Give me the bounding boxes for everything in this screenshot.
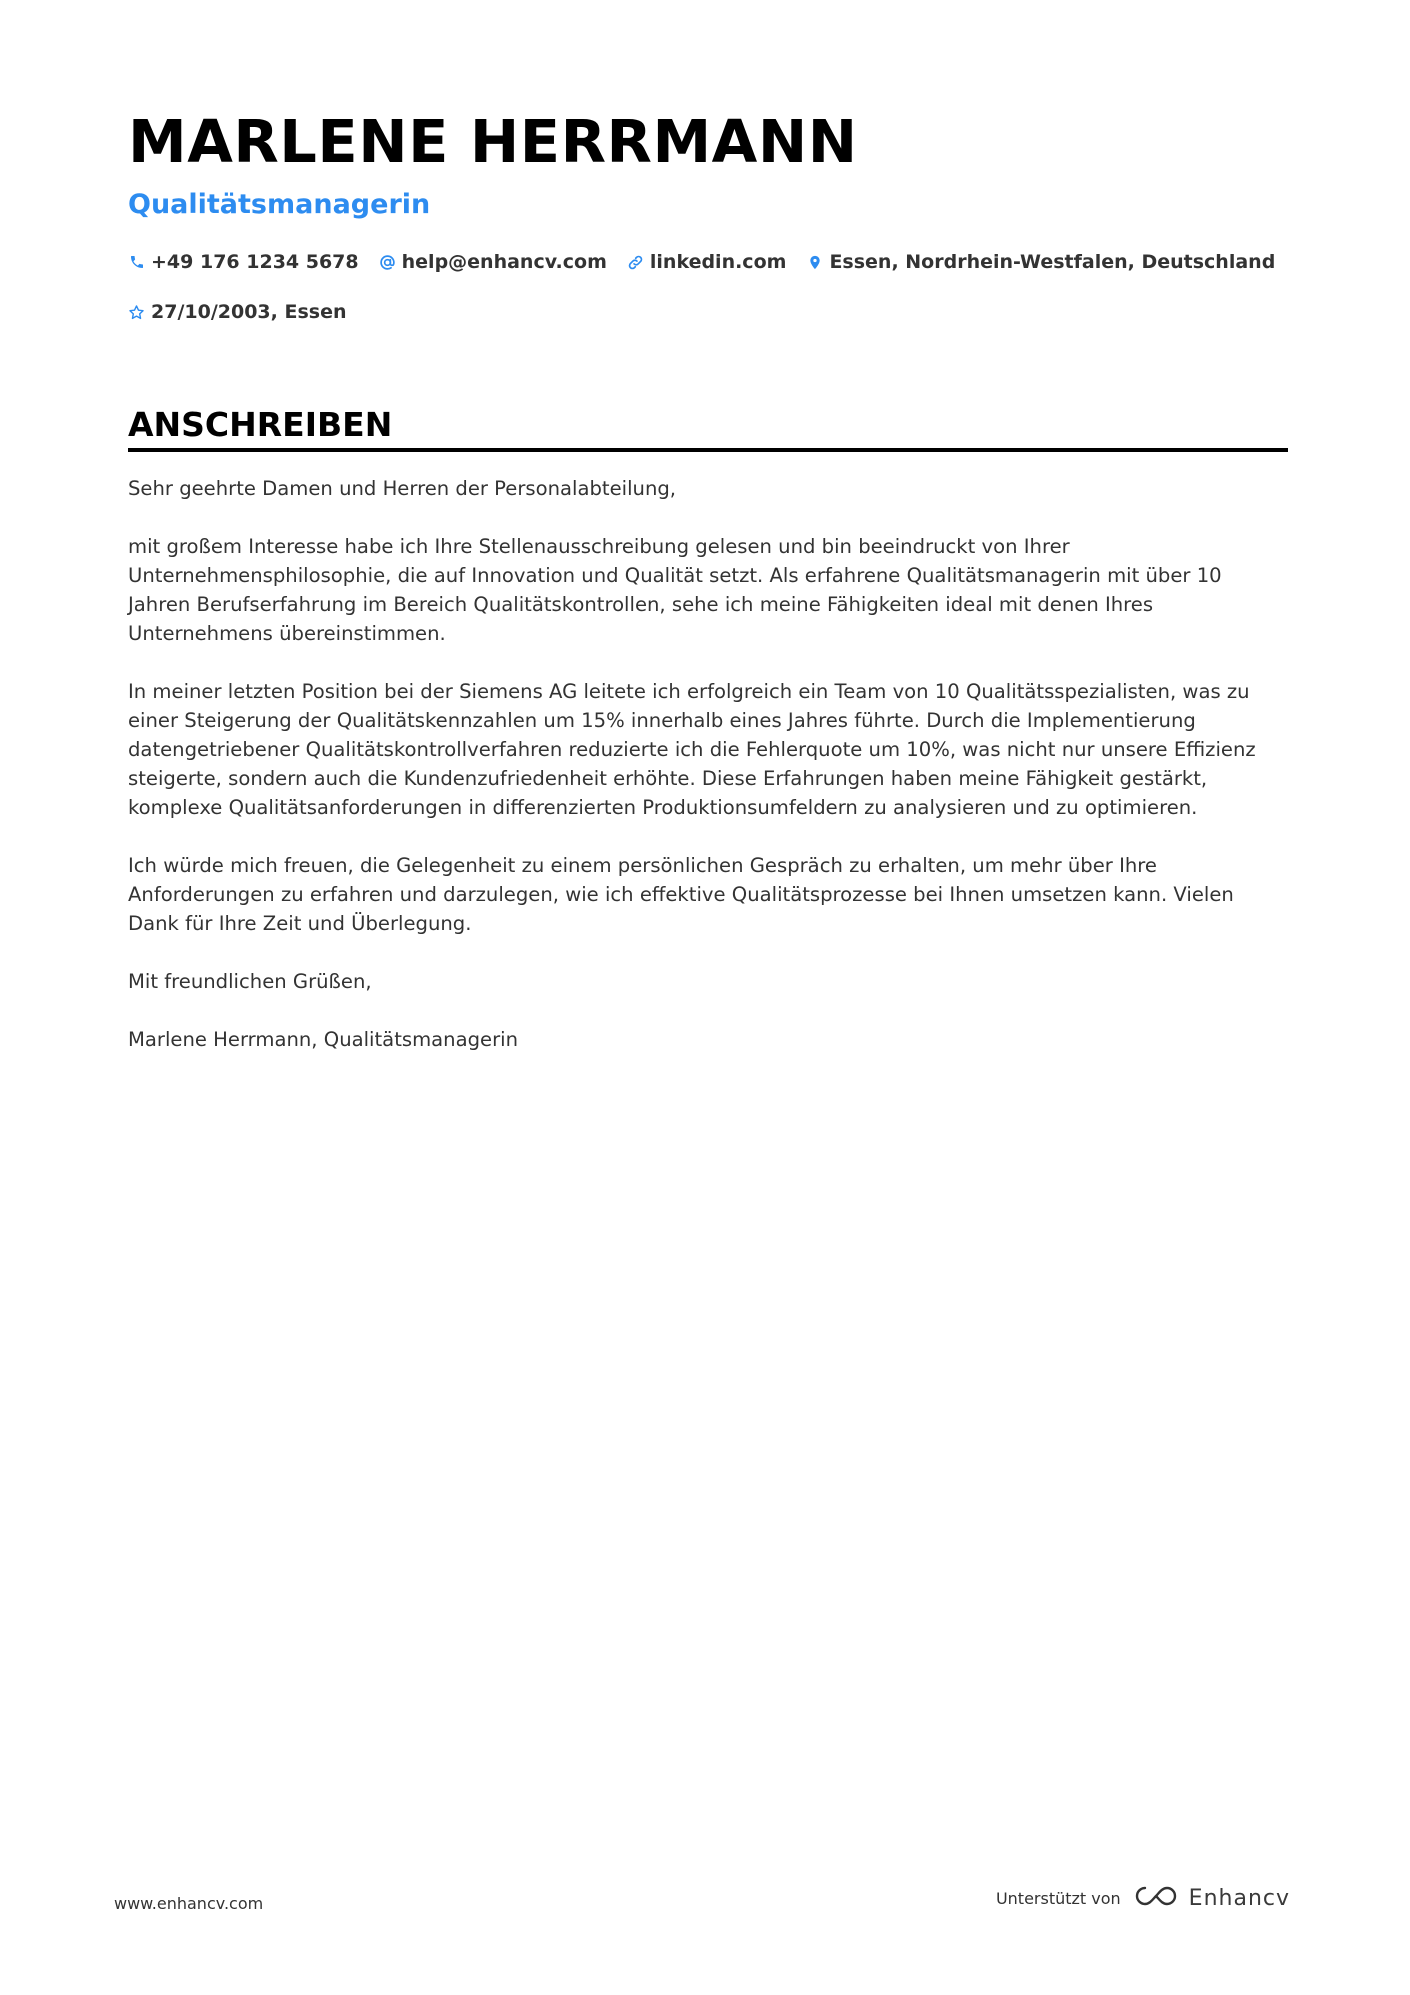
letter-body xyxy=(128,474,1288,1054)
section-title: ANSCHREIBEN xyxy=(128,407,1288,451)
contact-birth xyxy=(128,299,346,325)
contact-email[interactable] xyxy=(379,249,607,275)
letter-paragraph: Ich würde mich freuen, die Gelegenheit zu einem persönlichen Gespräch zu erhalten, um mehr über Ihre Anforderungen zu erfahren und darzulegen, wie ich effektive Qualitätsprozesse bei Ihnen umsetzen kann. Vielen Dank für Ihre Zeit und Überlegung. xyxy=(128,853,1234,935)
location-pin-icon xyxy=(806,254,823,271)
brand-name: Enhancv xyxy=(1188,1885,1290,1911)
letter-salutation: Sehr geehrte Damen und Herren der Personalabteilung, xyxy=(128,476,677,500)
letter-signature: Marlene Herrmann, Qualitätsmanagerin xyxy=(128,1027,519,1051)
contact-location xyxy=(806,249,1275,275)
phone-icon xyxy=(128,254,145,271)
birth-text: 27/10/2003, Essen xyxy=(151,301,347,324)
cover-letter-page xyxy=(128,107,1288,1083)
at-icon xyxy=(379,254,396,271)
contact-phone[interactable] xyxy=(128,249,359,275)
letter-paragraph: In meiner letzten Position bei der Siemens AG leitete ich erfolgreich ein Team von 10 Qualitätsspezialisten, was zu einer Steigerung der Qualitätskennzahlen um 15% innerhalb eines Jahres führte. Durch die Implementierung datengetriebener Qualitätskontrollverfahren reduzierte ich die Fehlerquote um 10%, was nicht nur unsere Effizienz steigerte, sondern auch die Kundenzufriedenheit erhöhte. Diese Erfahrungen haben meine Fähigkeit gestärkt, komplexe Qualitätsanforderungen in differenzierten Produktionsumfeldern zu analysieren und zu optimieren. xyxy=(128,679,1256,819)
applicant-name: MARLENE HERRMANN xyxy=(128,107,858,176)
footer-website[interactable]: www.enhancv.com xyxy=(114,1894,264,1913)
contact-info xyxy=(128,249,1288,325)
footer-powered-by[interactable] xyxy=(996,1883,1290,1913)
link-icon xyxy=(627,254,644,271)
cover-letter-section xyxy=(128,407,1288,1053)
location-text: Essen, Nordrhein-Westfalen, Deutschland xyxy=(829,251,1276,274)
contact-linkedin[interactable] xyxy=(627,249,787,275)
linkedin-text: linkedin.com xyxy=(649,251,787,274)
powered-by-text: Unterstützt von xyxy=(995,1888,1121,1908)
enhancv-logo-icon xyxy=(1133,1883,1179,1913)
email-text: help@enhancv.com xyxy=(401,251,607,274)
star-icon xyxy=(128,304,145,321)
job-title: Qualitätsmanagerin xyxy=(128,188,431,220)
phone-text: +49 176 1234 5678 xyxy=(151,251,359,274)
letter-closing: Mit freundlichen Grüßen, xyxy=(128,969,372,993)
letter-paragraph: mit großem Interesse habe ich Ihre Stellenausschreibung gelesen und bin beeindruckt von Ihrer Unternehmensphilosophie, die auf Innovation und Qualität setzt. Als erfahrene Qualitätsmanagerin mit über 10 Jahren Berufserfahrung im Bereich Qualitätskontrollen, sehe ich meine Fähigkeiten ideal mit denen Ihres Unternehmens übereinstimmen. xyxy=(128,534,1222,645)
